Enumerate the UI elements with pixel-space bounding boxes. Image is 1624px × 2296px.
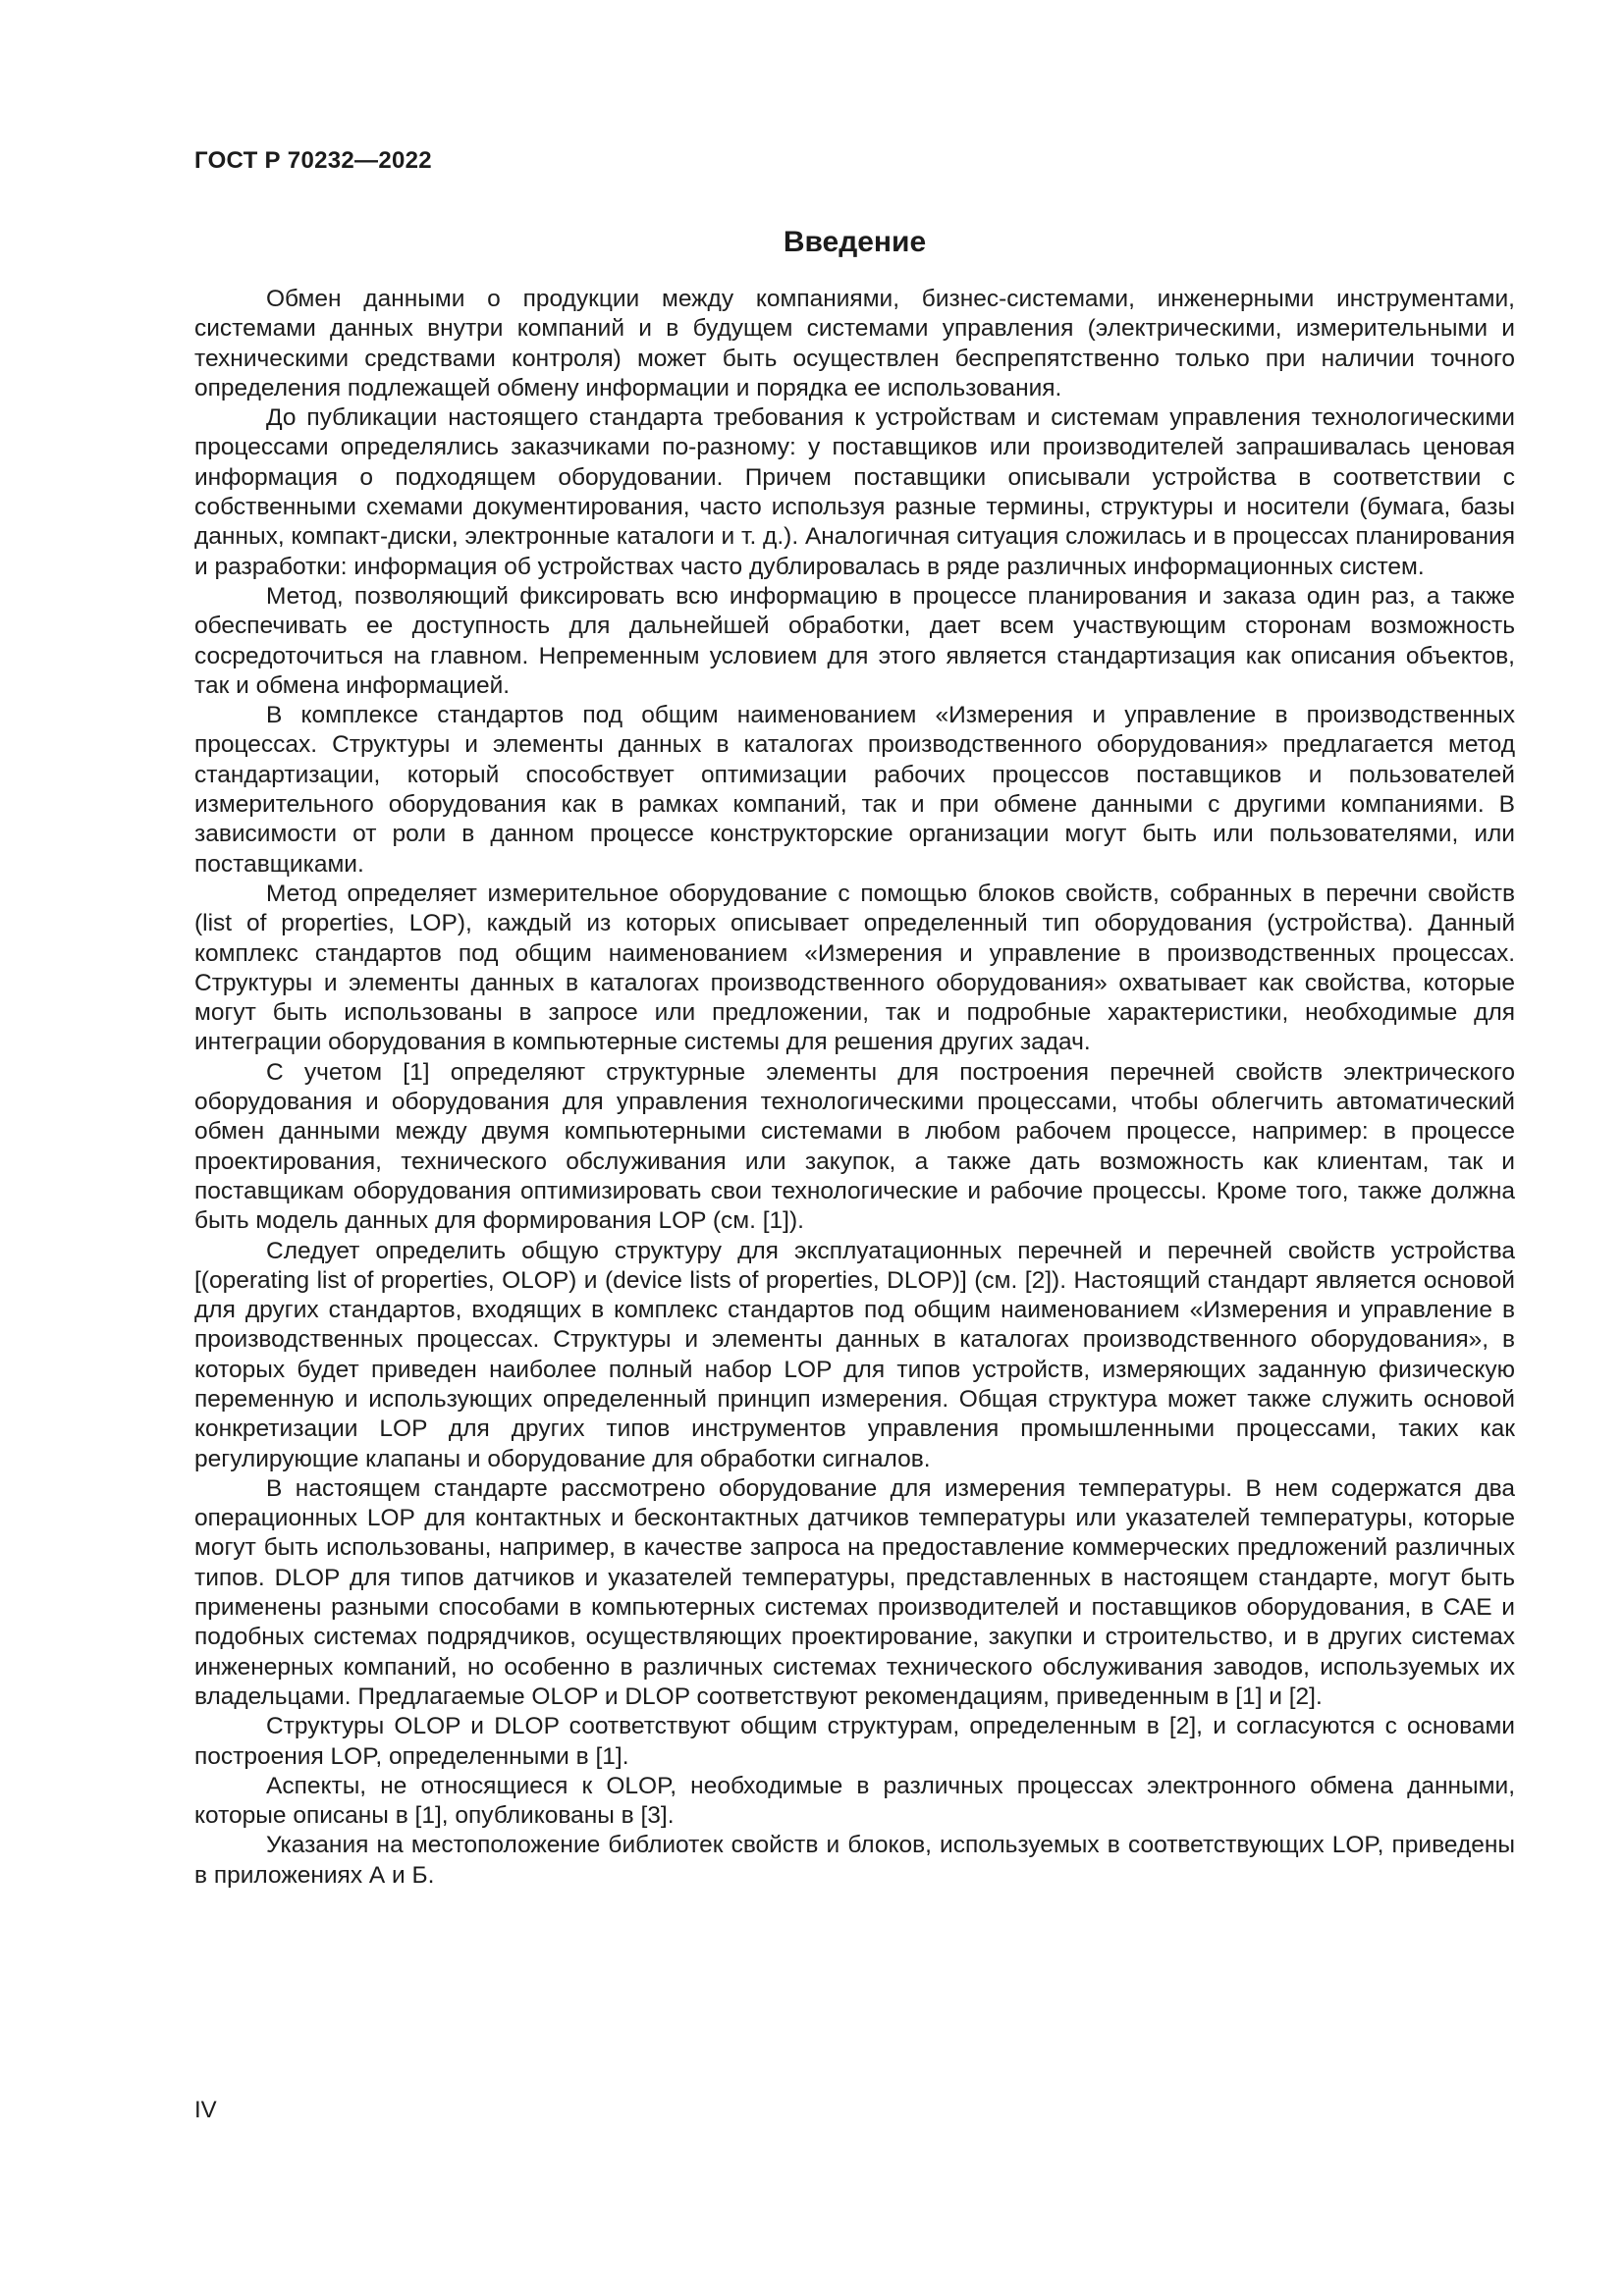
paragraph-3: Метод, позволяющий фиксировать всю информацию в процессе планирования и заказа один раз, а также обеспечивать ее доступность для дальнейшей обработки, дает всем участвующим сторонам возможность сосредоточиться на главном. Непременным условием для этого является стандартизация как описания объектов, так и обмена информацией. (194, 582, 1515, 699)
paragraph-8: В настоящем стандарте рассмотрено оборудование для измерения температуры. В нем содержатся два операционных LOP для контактных и бесконтактных датчиков температуры или указателей температуры, которые могут быть использованы, например, в качестве запроса на предоставление коммерческих предложений различных типов. DLOP для типов датчиков и указателей температуры, представленных в настоящем стандарте, могут быть применены разными способами в компьютерных системах производителей и поставщиков оборудования, в САЕ и подобных системах подрядчиков, осуществляющих проектирование, закупки и строительство, и в других системах инженерных компаний, но особенно в различных системах технического обслуживания заводов, используемых их владельцами. Предлагаемые OLOP и DLOP соответствуют рекомендациям, приведенным в [1] и [2]. (194, 1474, 1515, 1710)
paragraph-7: Следует определить общую структуру для эксплуатационных перечней и перечней свойств устройства [(operating list of properties, OLOP) и (device lists of properties, DLOP)] (см. [2]). Настоящий стандарт является основой для других стандартов, входящих в комплекс стандартов под общим наименованием «Измерения и управление в производственных процессах. Структуры и элементы данных в каталогах производственного оборудования», в которых будет приведен наиболее полный набор LOP для типов устройств, измеряющих заданную физическую переменную и использующих определенный принцип измерения. Общая структура может также служить основой конкретизации LOP для других типов инструментов управления промышленными процессами, таких как регулирующие клапаны и оборудование для обработки сигналов. (194, 1237, 1515, 1472)
paragraph-4: В комплексе стандартов под общим наименованием «Измерения и управление в производственных процессах. Структуры и элементы данных в каталогах производственного оборудования» предлагается метод стандартизации, который способствует оптимизации рабочих процессов поставщиков и пользователей измерительного оборудования как в рамках компаний, так и при обмене данными с другими компаниями. В зависимости от роли в данном процессе конструкторские организации могут быть или пользователями, или поставщиками. (194, 702, 1515, 878)
paragraph-5: Метод определяет измерительное оборудование с помощью блоков свойств, собранных в перечни свойств (list of properties, LOP), каждый из которых описывает определенный тип оборудования (устройства). Данный комплекс стандартов под общим наименованием «Измерения и управление в производственных процессах. Структуры и элементы данных в каталогах производственного оборудования» охватывает как свойства, которые могут быть использованы в запросе или предложении, так и подробные характеристики, необходимые для интеграции оборудования в компьютерные системы для решения других задач. (194, 880, 1515, 1056)
paragraph-1: Обмен данными о продукции между компаниями, бизнес-системами, инженерными инструментами, системами данных внутри компаний и в будущем системами управления (электрическими, измерительными и техническими средствами контроля) может быть осуществлен беспрепятственно только при наличии точного определения подлежащей обмену информации и порядка ее использования. (194, 286, 1515, 401)
paragraph-9: Структуры OLOP и DLOP соответствуют общим структурам, определенным в [2], и согласуются с основами построения LOP, определенными в [1]. (194, 1713, 1515, 1770)
introduction-body (194, 285, 1515, 1891)
paragraph-11: Указания на местоположение библиотек свойств и блоков, используемых в соответствующих LOP, приведены в приложениях А и Б. (194, 1832, 1515, 1889)
paragraph-2: До публикации настоящего стандарта требования к устройствам и системам управления технологическими процессами определялись заказчиками по-разному: у поставщиков или производителей запрашивалась ценовая информация о подходящем оборудовании. Причем поставщики описывали устройства в соответствии с собственными схемами документирования, часто используя разные термины, структуры и носители (бумага, базы данных, компакт-диски, электронные каталоги и т. д.). Аналогичная ситуация сложилась и в процессах планирования и разработки: информация об устройствах часто дублировалась в ряде различных информационных систем. (194, 404, 1515, 580)
paragraph-6: С учетом [1] определяют структурные элементы для построения перечней свойств электрического оборудования и оборудования для управления технологическими процессами, чтобы облегчить автоматический обмен данными между двумя компьютерными системами в любом рабочем процессе, например: в процессе проектирования, технического обслуживания или закупок, а также дать возможность как клиентам, так и поставщикам оборудования оптимизировать свои технологические и рабочие процессы. Кроме того, также должна быть модель данных для формирования LOP (см. [1]). (194, 1058, 1515, 1235)
section-title: Введение (783, 226, 927, 258)
paragraph-10: Аспекты, не относящиеся к OLOP, необходимые в различных процессах электронного обмена данными, которые описаны в [1], опубликованы в [3]. (194, 1772, 1515, 1830)
page-number: IV (194, 2097, 217, 2123)
document-standard-code: ГОСТ Р 70232—2022 (194, 147, 432, 174)
